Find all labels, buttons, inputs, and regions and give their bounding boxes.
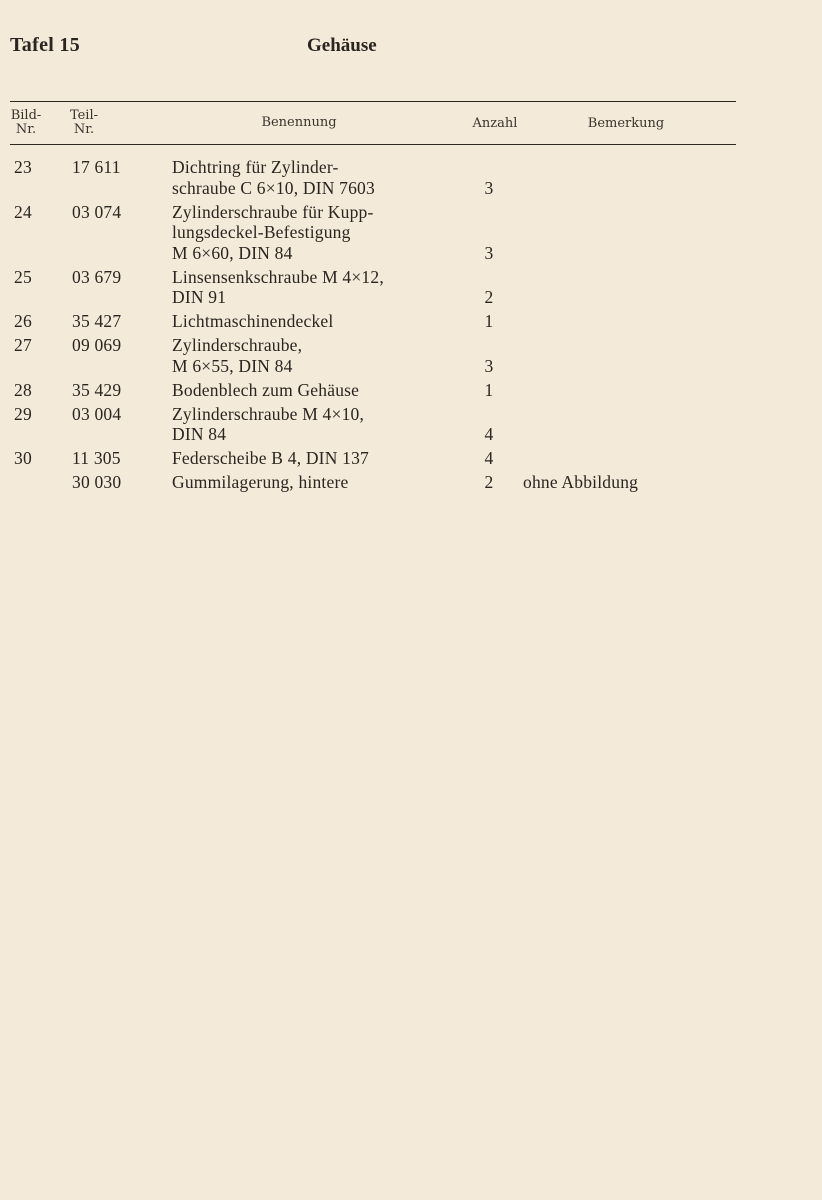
table-row bbox=[0, 448, 822, 469]
column-header-bemerkung: Bemerkung bbox=[587, 116, 665, 131]
column-header-anzahl: Anzahl bbox=[472, 116, 518, 131]
page-title: Gehäuse bbox=[307, 35, 377, 56]
column-header-line: Nr. bbox=[15, 122, 37, 137]
bild-nr-cell: 27 bbox=[14, 335, 32, 355]
benennung-cell bbox=[0, 448, 822, 469]
benennung-line: Zylinderschraube M 4×10, bbox=[172, 403, 365, 424]
anzahl-cell: 2 bbox=[484, 472, 494, 492]
table-row bbox=[0, 157, 822, 198]
column-header-line: Nr. bbox=[73, 122, 95, 137]
table-header-rule bbox=[10, 144, 736, 145]
table-row bbox=[0, 404, 822, 445]
benennung-cell bbox=[0, 380, 822, 401]
benennung-line: Dichtring für Zylinder- bbox=[172, 157, 339, 177]
table-row bbox=[0, 311, 822, 332]
anzahl-cell: 3 bbox=[484, 355, 494, 376]
column-header-line: Teil- bbox=[69, 108, 99, 123]
parts-table-body bbox=[0, 157, 822, 496]
teil-nr-cell: 03 074 bbox=[72, 201, 122, 222]
benennung-line: Lichtmaschinendeckel bbox=[172, 311, 334, 331]
teil-nr-cell: 35 429 bbox=[72, 379, 122, 400]
teil-nr-cell: 17 611 bbox=[72, 157, 121, 177]
anzahl-cell: 1 bbox=[484, 311, 494, 331]
plate-number: Tafel 15 bbox=[10, 34, 80, 56]
column-header-line: Bild- bbox=[10, 108, 42, 123]
column-header-bild-nr bbox=[8, 109, 44, 137]
column-header-benennung: Benennung bbox=[261, 115, 337, 130]
benennung-cell bbox=[0, 267, 822, 308]
teil-nr-cell: 03 004 bbox=[72, 403, 122, 424]
benennung-line: lungsdeckel-Befestigung bbox=[172, 222, 351, 242]
bild-nr-cell: 24 bbox=[14, 201, 32, 222]
benennung-line: Federscheibe B 4, DIN 137 bbox=[172, 448, 369, 468]
anzahl-cell: 4 bbox=[484, 448, 494, 468]
table-row bbox=[0, 267, 822, 308]
anzahl-cell: 3 bbox=[484, 242, 494, 263]
bemerkung-cell: ohne Abbildung bbox=[523, 472, 639, 492]
table-row bbox=[0, 380, 822, 401]
teil-nr-cell: 30 030 bbox=[72, 472, 122, 492]
benennung-cell bbox=[0, 311, 822, 332]
benennung-line: DIN 91 bbox=[172, 287, 227, 307]
benennung-cell bbox=[0, 472, 822, 493]
benennung-line: Bodenblech zum Gehäuse bbox=[172, 379, 360, 400]
bild-nr-cell: 29 bbox=[14, 403, 32, 424]
table-top-rule bbox=[10, 101, 736, 102]
teil-nr-cell: 35 427 bbox=[72, 311, 122, 331]
bild-nr-cell: 26 bbox=[14, 311, 32, 331]
benennung-line: Zylinderschraube für Kupp- bbox=[172, 201, 374, 222]
benennung-cell bbox=[0, 404, 822, 445]
benennung-line: M 6×55, DIN 84 bbox=[172, 355, 293, 376]
table-row bbox=[0, 472, 822, 493]
table-row bbox=[0, 335, 822, 376]
benennung-cell bbox=[0, 335, 822, 376]
teil-nr-cell: 03 679 bbox=[72, 266, 122, 287]
anzahl-cell: 3 bbox=[484, 177, 494, 198]
bild-nr-cell: 30 bbox=[14, 448, 32, 468]
anzahl-cell: 2 bbox=[484, 287, 494, 307]
table-row bbox=[0, 202, 822, 264]
anzahl-cell: 4 bbox=[484, 424, 494, 444]
benennung-line: DIN 84 bbox=[172, 424, 227, 444]
bild-nr-cell: 28 bbox=[14, 379, 32, 400]
benennung-cell bbox=[0, 157, 822, 198]
benennung-line: Gummilagerung, hintere bbox=[172, 472, 349, 492]
anzahl-cell: 1 bbox=[484, 379, 494, 400]
teil-nr-cell: 11 305 bbox=[72, 448, 121, 468]
benennung-line: Zylinderschraube, bbox=[172, 335, 303, 355]
teil-nr-cell: 09 069 bbox=[72, 335, 122, 355]
bild-nr-cell: 23 bbox=[14, 157, 32, 177]
benennung-line: M 6×60, DIN 84 bbox=[172, 242, 293, 263]
column-header-teil-nr bbox=[62, 109, 106, 137]
bild-nr-cell: 25 bbox=[14, 266, 32, 287]
benennung-line: Linsensenkschraube M 4×12, bbox=[172, 266, 384, 287]
benennung-line: schraube C 6×10, DIN 7603 bbox=[172, 177, 375, 198]
benennung-cell bbox=[0, 202, 822, 264]
